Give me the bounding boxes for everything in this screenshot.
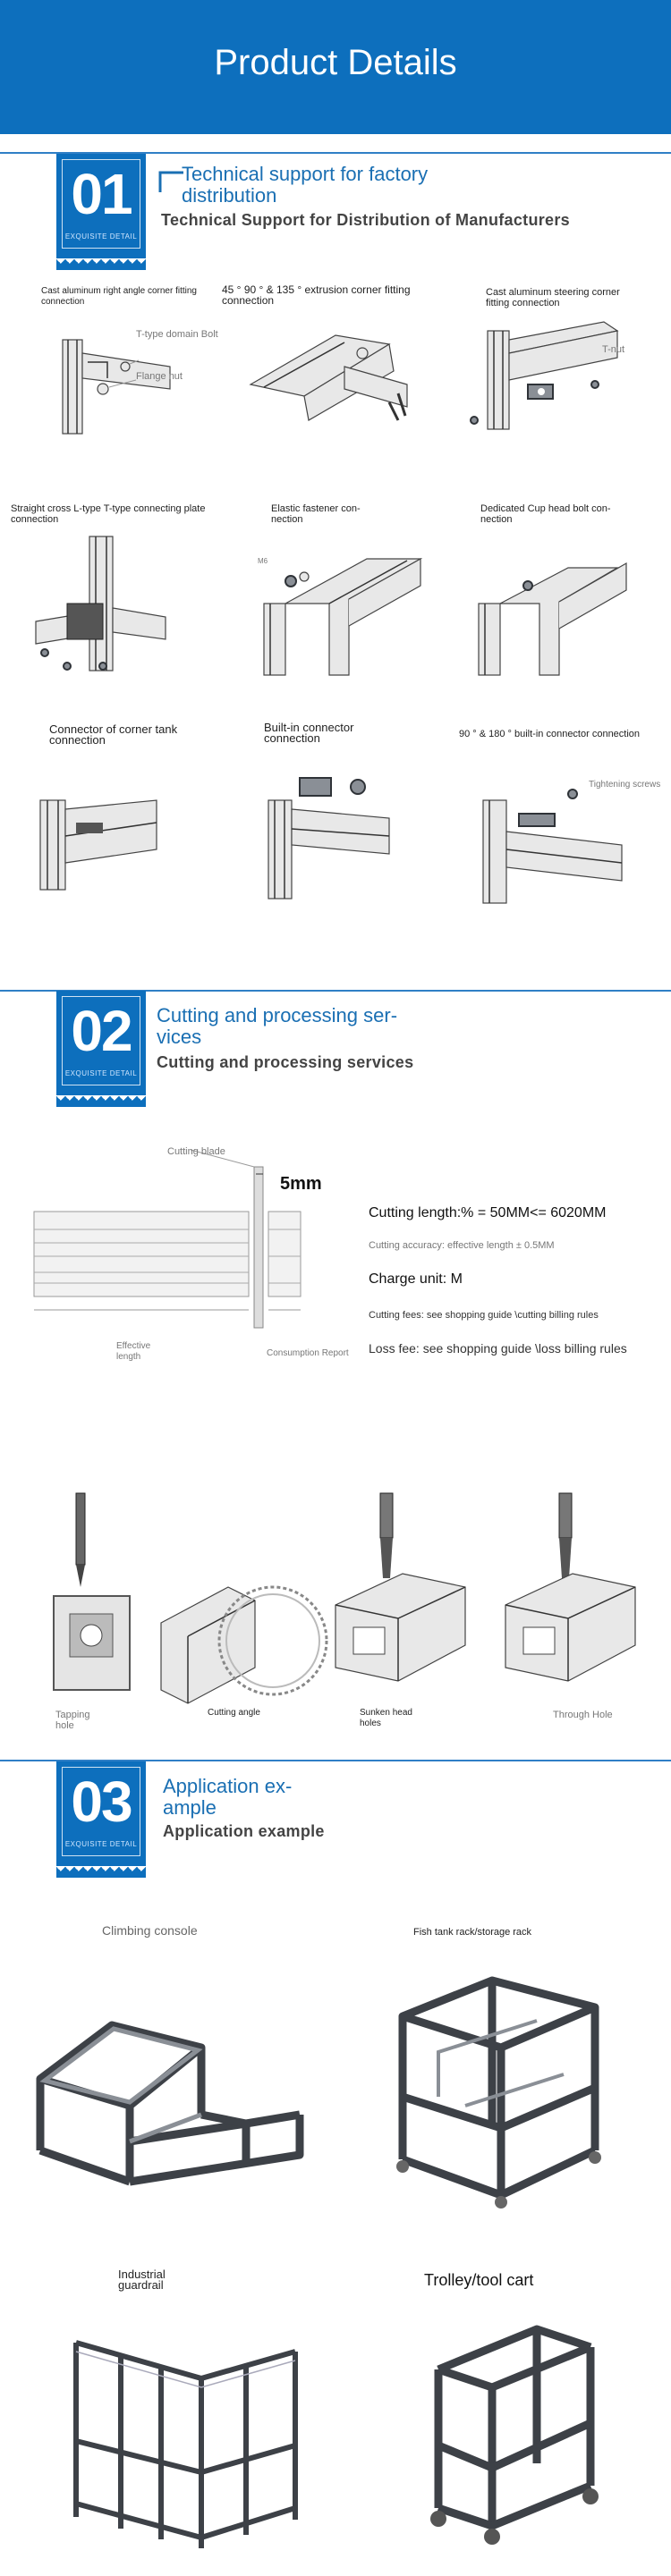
section-title: Cutting and processing ser-vices: [157, 1004, 398, 1048]
section-title: Technical support for factory distribution: [182, 163, 429, 207]
item-caption: 90 ° & 180 ° built-in connector connection: [459, 729, 641, 739]
loss-fee-spec: Loss fee: see shopping guide \loss billing rules: [369, 1341, 627, 1356]
page-title: Product Details: [214, 43, 457, 82]
section-badge-01: [56, 154, 146, 270]
page-header: [0, 0, 671, 134]
part-label: T-nut: [602, 344, 625, 355]
section-subtitle: Cutting and processing services: [157, 1053, 414, 1071]
consumption-label: Consumption Report: [267, 1348, 349, 1358]
example-label: Industrial guardrail: [118, 2268, 166, 2292]
process-label: Tapping hole: [55, 1710, 90, 1731]
example-label: Trolley/tool cart: [424, 2271, 534, 2289]
sunken-head-illustration: [331, 1489, 474, 1703]
section-subtitle: Technical Support for Distribution of Manufacturers: [161, 211, 570, 229]
example-label: Fish tank rack/storage rack: [413, 1927, 532, 1938]
section-number: 01: [71, 162, 132, 226]
example-label: Climbing console: [102, 1923, 198, 1938]
item-caption: Cast aluminum steering corner fitting connection: [486, 287, 620, 308]
item-caption: Cast aluminum right angle corner fitting connection: [41, 286, 197, 307]
part-label: Tightening screws: [589, 780, 661, 790]
badge-caption: EXQUISITE DETAIL: [64, 1840, 138, 1848]
industrial-guardrail-illustration: [67, 2325, 336, 2548]
built-in-connector-illustration: [255, 764, 434, 899]
badge-caption: EXQUISITE DETAIL: [64, 1069, 138, 1077]
process-label: Sunken head holes: [360, 1708, 412, 1728]
charge-unit-spec: Charge unit: M: [369, 1271, 463, 1287]
cutting-length-spec: Cutting length:% = 50MM<= 6020MM: [369, 1205, 607, 1220]
section-title: Application ex-ample: [163, 1775, 293, 1819]
process-label: Through Hole: [553, 1710, 613, 1720]
item-caption: Connector of corner tank connection: [49, 722, 178, 747]
extrusion-corner-illustration: [246, 317, 425, 434]
item-caption: Built-in connector connection: [264, 721, 354, 745]
right-angle-fitting-illustration: [36, 326, 215, 434]
tapping-hole-illustration: [45, 1489, 143, 1703]
cutting-accuracy-spec: Cutting accuracy: effective length ± 0.5MM: [369, 1240, 555, 1251]
item-caption: Dedicated Cup head bolt con-nection: [480, 503, 611, 525]
through-hole-illustration: [501, 1489, 644, 1703]
elastic-fastener-illustration: [259, 532, 429, 675]
connecting-plate-illustration: [31, 532, 210, 675]
trolley-tool-cart-illustration: [403, 2320, 617, 2544]
built-in-90-180-illustration: [465, 778, 644, 903]
section-badge-03: [56, 1761, 146, 1878]
blade-label: Cutting blade: [167, 1146, 225, 1157]
cutting-angle-illustration: [157, 1551, 300, 1730]
item-caption: 45 ° 90 ° & 135 ° extrusion corner fitting connection: [222, 283, 411, 307]
blade-width-label: 5mm: [280, 1174, 322, 1194]
effective-length-label: Effective length: [116, 1341, 151, 1362]
corner-tank-illustration: [36, 787, 215, 894]
section-badge-02: [56, 991, 146, 1107]
steering-corner-illustration: [461, 313, 640, 438]
item-caption: Straight cross L-type T-type connecting plate connection: [11, 503, 206, 525]
cup-head-bolt-illustration: [470, 532, 649, 675]
badge-caption: EXQUISITE DETAIL: [64, 232, 138, 241]
section-number: 03: [71, 1769, 132, 1834]
item-caption: Elastic fastener con-nection: [271, 503, 361, 525]
section-subtitle: Application example: [163, 1822, 325, 1840]
cutting-diagram: [34, 1140, 374, 1301]
process-label: Cutting angle: [208, 1708, 260, 1718]
cutting-fees-spec: Cutting fees: see shopping guide \cutting billing rules: [369, 1310, 599, 1321]
part-label: M6: [258, 557, 268, 565]
climbing-console-illustration: [31, 1981, 318, 2213]
part-label: Flange nut: [136, 371, 183, 382]
fish-tank-rack-illustration: [385, 1972, 617, 2204]
section-number: 02: [71, 999, 132, 1063]
part-label: T-type domain Bolt: [136, 329, 218, 340]
